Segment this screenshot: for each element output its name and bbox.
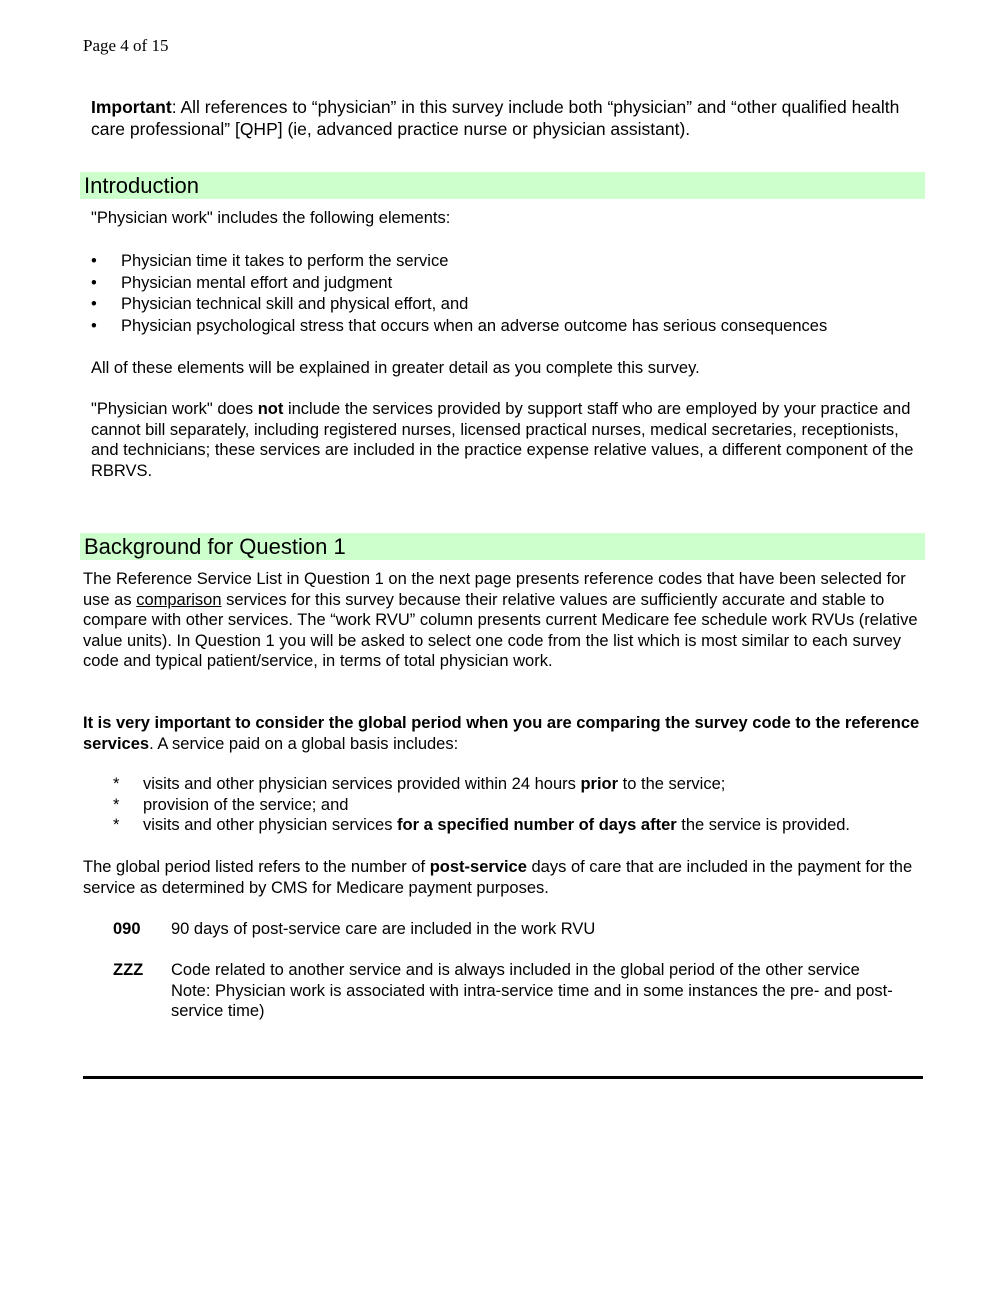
- bullet-glyph: •: [91, 316, 97, 335]
- important-notice: [91, 96, 931, 140]
- star-glyph: *: [113, 795, 120, 814]
- global-code-090: [113, 919, 933, 941]
- global-code-note: Note: Physician work is associated with intra-service time and in some instances the pre- and post-service time): [171, 981, 893, 1020]
- global-code-description: 90 days of post-service care are included in the work RVU: [171, 920, 596, 938]
- list-item: • Physician time it takes to perform the service: [91, 251, 931, 273]
- bullet-glyph: •: [91, 252, 97, 270]
- page-divider: [83, 1076, 923, 1079]
- global-code-zzz: [113, 960, 933, 1024]
- comparison-underlined: comparison: [136, 590, 222, 609]
- important-label: Important: [91, 97, 172, 117]
- star-glyph: *: [113, 816, 120, 835]
- bullet-glyph: •: [91, 273, 97, 292]
- background-heading: Background for Question 1: [80, 533, 925, 560]
- global-period-paragraph: It is very important to consider the global period when you are comparing the survey code to the reference services. A service paid on a global basis includes:: [83, 714, 920, 753]
- list-item: • Physician mental effort and judgment: [91, 273, 931, 295]
- list-item: * visits and other physician services provided within 24 hours prior to the service;: [113, 775, 726, 793]
- bullet-glyph: •: [91, 295, 97, 314]
- intro-line: "Physician work" includes the following elements:: [91, 209, 451, 227]
- global-code: 090: [113, 920, 141, 938]
- important-text: : All references to “physician” in this survey include both “physician” and “other qualified health care professional” [QHP] (ie, advanced practice nurse or physician assistant).: [91, 97, 900, 139]
- page-number: Page 4 of 15: [83, 36, 169, 55]
- global-code-description: Code related to another service and is always included in the global period of the other service: [171, 961, 860, 979]
- list-item: * provision of the service; and: [113, 795, 349, 814]
- global-basis-list: [113, 774, 933, 836]
- star-glyph: *: [113, 775, 120, 793]
- global-code: ZZZ: [113, 961, 144, 979]
- physician-work-elements-list: [91, 251, 931, 337]
- list-item: • Physician psychological stress that occurs when an adverse outcome has serious consequences: [91, 316, 931, 338]
- explained-note: All of these elements will be explained in greater detail as you complete this survey.: [91, 359, 700, 377]
- introduction-heading: Introduction: [80, 172, 925, 199]
- post-service-paragraph: The global period listed refers to the number of post-service days of care that are included in the payment for the service as determined by CMS for Medicare payment purposes.: [83, 858, 913, 897]
- list-item: • Physician technical skill and physical effort, and: [91, 294, 931, 316]
- reference-list-paragraph: The Reference Service List in Question 1 on the next page presents reference codes that have been selected for use as comparison services for this survey because their relative values are sufficiently accurate and stable to compare with other services. The “work RVU” column presents current Medicare fee schedule work RVUs (relative value units). In Question 1 you will be asked to select one code from the list which is most similar to each survey code and typical patient/service, in terms of total physician work.: [83, 570, 918, 670]
- physician-work-exclusions: "Physician work" does not include the services provided by support staff who are employed by your practice and cannot bill separately, including registered nurses, licensed practical nurses, medical secretaries, receptionists, and technicians; these services are included in the practice expense relative values, a different component of the RBRVS.: [91, 400, 914, 480]
- list-item: * visits and other physician services for a specified number of days after the service is provided.: [113, 816, 851, 835]
